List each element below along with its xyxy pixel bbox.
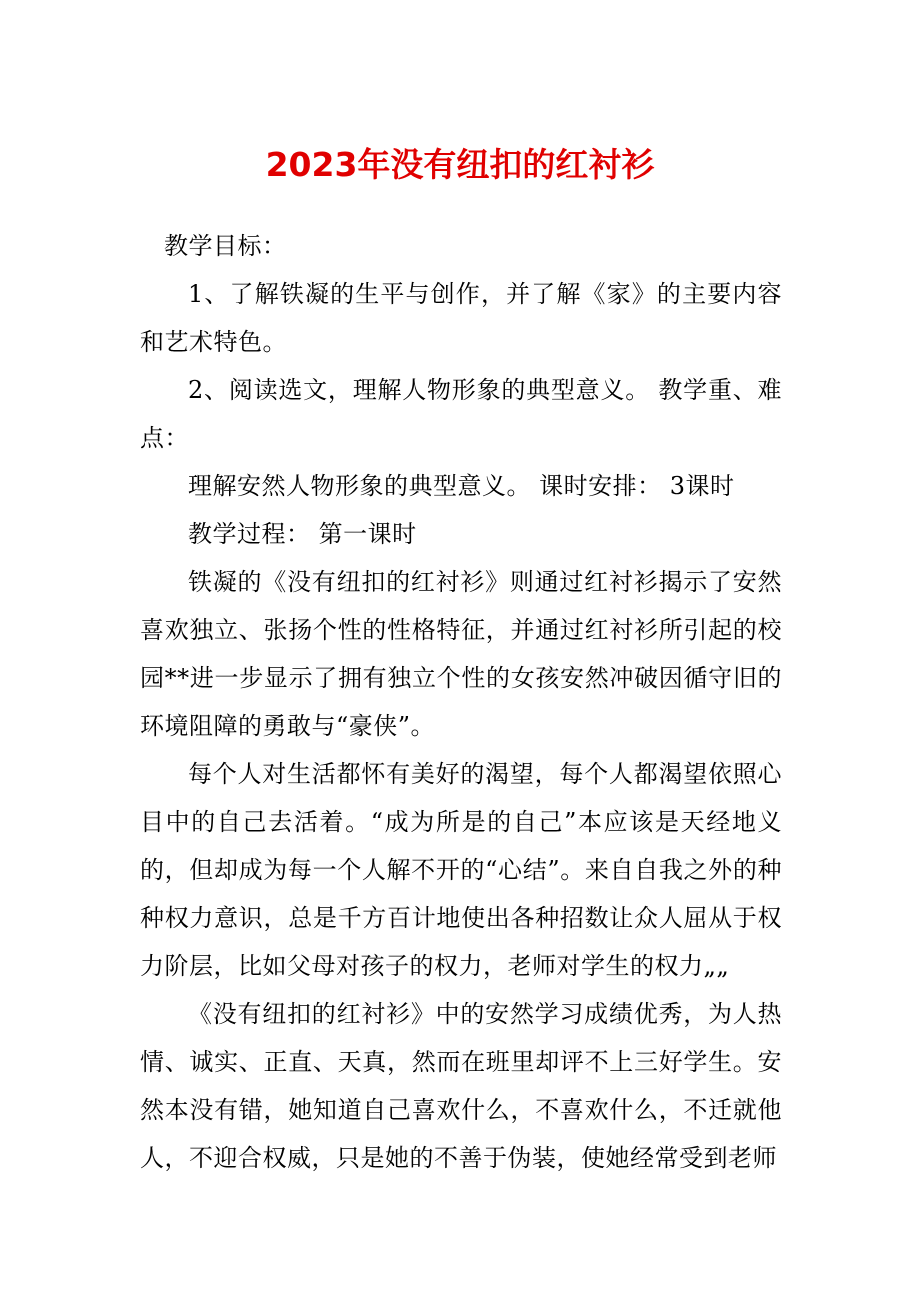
paragraph-body-3: 《没有纽扣的红衬衫》中的安然学习成绩优秀，为人热情、诚实、正直、天真，然而在班里却评不上三好学生。安然本没有错，她知道自己喜欢什么，不喜欢什么，不迁就他人，不迎合权威，只是她的不善于伪装，使她经常受到老师	[140, 1000, 782, 1172]
paragraph-teaching-process: 教学过程： 第一课时	[188, 520, 417, 548]
paragraph-teaching-goals-heading: 教学目标：	[164, 232, 287, 260]
paragraph-body-2: 每个人对生活都怀有美好的渴望，每个人都渴望依照心目中的自己去活着。“成为所是的自己”本应该是天经地义的，但却成为每一个人解不开的“心结”。来自自我之外的种种权力意识，总是千方百计地使出各种招数让众人屈从于权力阶层，比如父母对孩子的权力，老师对学生的权力„„	[140, 760, 782, 980]
paragraph-key-points: 理解安然人物形象的典型意义。 课时安排： 3课时	[188, 472, 735, 500]
document-body	[140, 222, 782, 1182]
document-title: 2023年没有纽扣的红衬衫	[265, 145, 655, 184]
paragraph-body-1: 铁凝的《没有纽扣的红衬衫》则通过红衬衫揭示了安然喜欢独立、张扬个性的性格特征，并通过红衬衫所引起的校园**进一步显示了拥有独立个性的女孩安然冲破因循守旧的环境阻障的勇敢与“豪侠”。	[140, 568, 782, 740]
paragraph-goal-2: 2、阅读选文，理解人物形象的典型意义。 教学重、难点：	[140, 376, 782, 452]
paragraph-goal-1: 1、了解铁凝的生平与创作，并了解《家》的主要内容和艺术特色。	[140, 280, 782, 356]
